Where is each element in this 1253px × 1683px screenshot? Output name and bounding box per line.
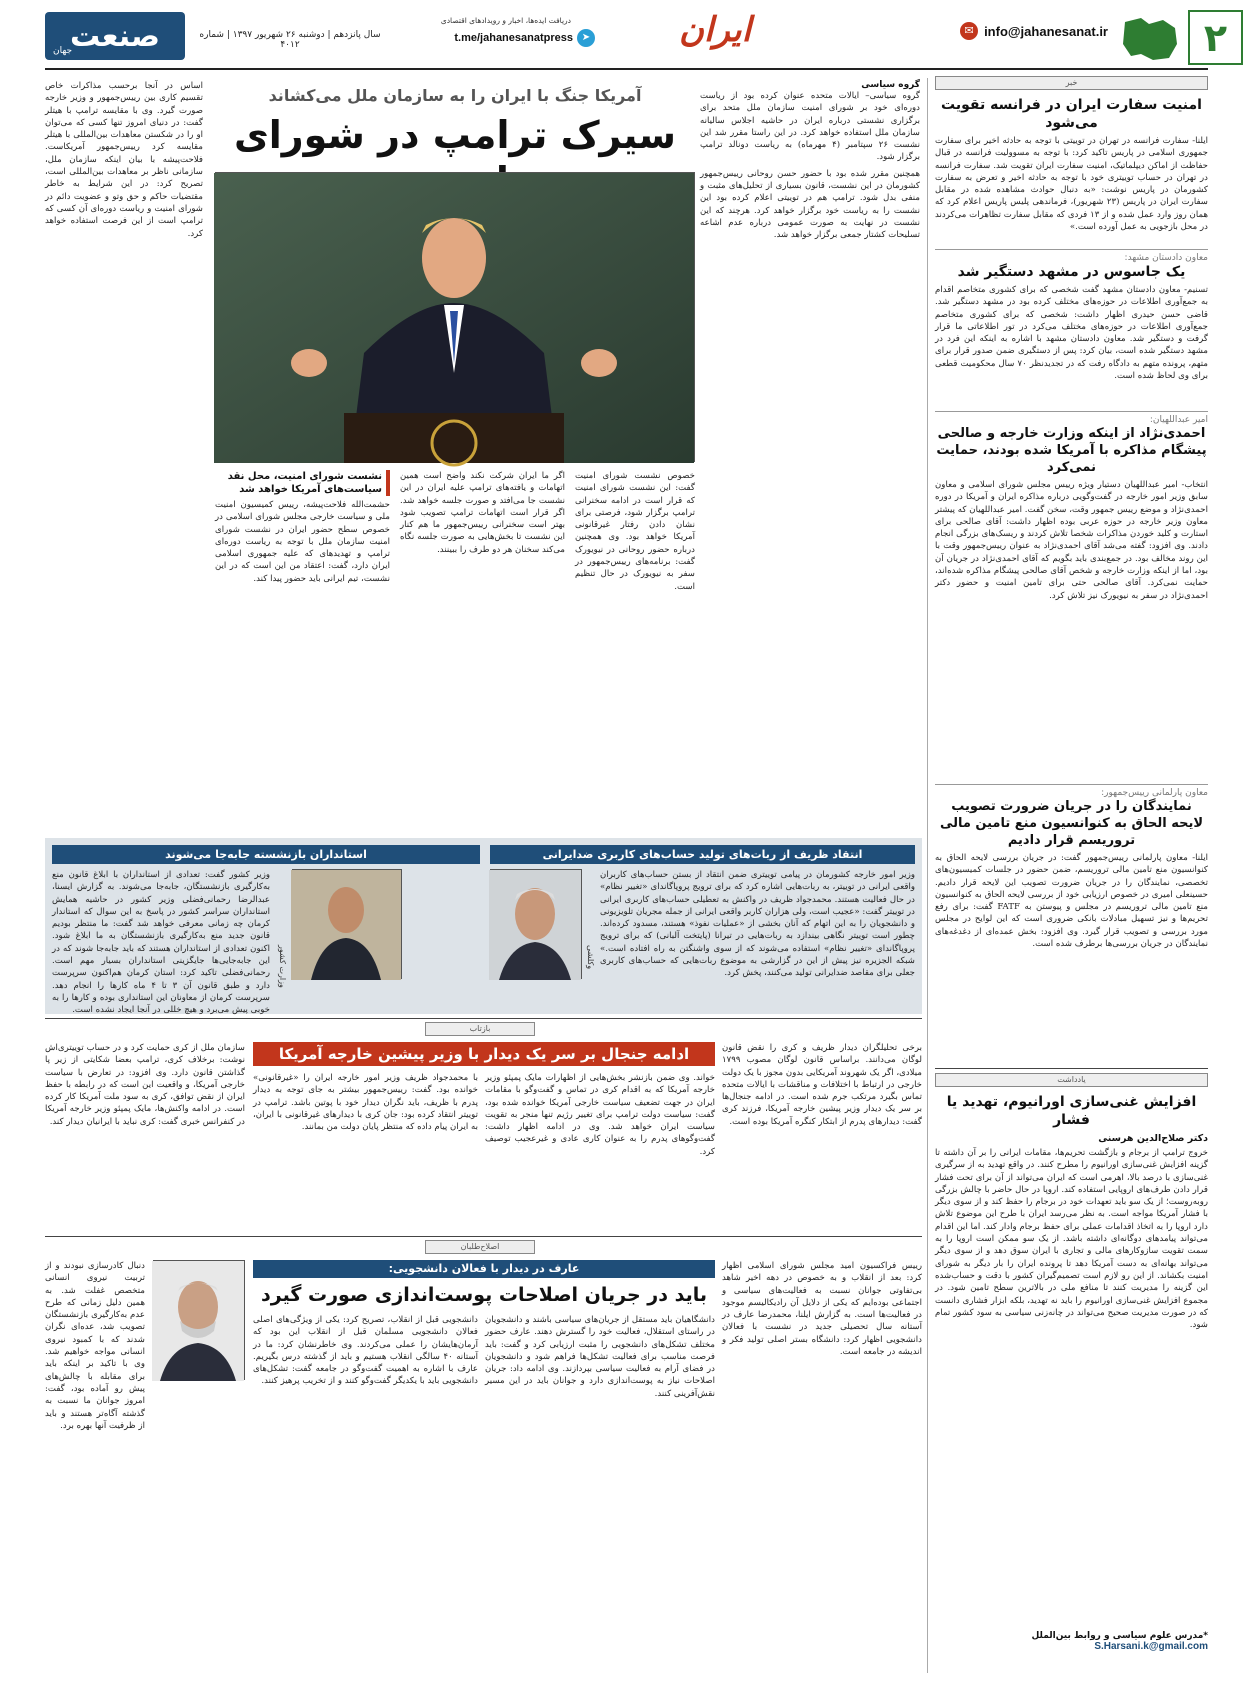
memo-email[interactable]: S.Harsani.k@gmail.com [1094, 1641, 1208, 1652]
sidebar [935, 76, 1208, 1071]
lead-col4-wrap [215, 470, 390, 830]
mail-icon: ✉ [960, 22, 978, 40]
opinion-col3: دانشجویی قبل از انقلاب، تصریح کرد: یکی از ویژگی‌های اصلی فعالان دانشجویی مسلمان قبل از انقلاب این بود که آرمان‌هایشان را عملی می‌کردند. وی خاطرنشان کرد: ما در آستانه ۴۰ سالگی انقلاب هستیم و باید از گذشته درس بگیریم. عارف با اشاره به اهمیت گفت‌وگو در جامعه گفت: تشکل‌های دانشجویی باید با یکدیگر گفت‌وگو کنند و از تخریب پرهیز کنند. [253, 1315, 478, 1387]
opinion-col1: رییس فراکسیون امید مجلس شورای اسلامی اظهار کرد: بعد از انقلاب و به خصوص در دهه اخیر شاهد بی‌تفاوتی جوانان نسبت به فعالیت‌های سیاسی و اجتماعی بوده‌ایم که یکی از دلایل آن رادیکالیسم موجود در فعالیت‌ها است. به گزارش ایلنا، محمدرضا عارف در آستانه سال تحصیلی جدید در نشست با فعالان دانشجویی اظهار کرد: دانشگاه بستر اصلی تولید فکر و اندیشه در جامعه است. [722, 1261, 922, 1358]
baztab-headline-box [253, 1042, 715, 1066]
lead-col4: حشمت‌الله فلاحت‌پیشه، رییس کمیسیون امنیت ملی و سیاست خارجی مجلس شورای اسلامی در خصوص سطح حضور ایران در نشست شورای امنیت سازمان ملل با توجه به ریاست دوره‌ای ترامپ و تهدیدهای که علیه جمهوری اسلامی ایران دارد، گفت: اعتقاد من این است که در این نشست، تیم ایرانی باید حضور پیدا کند. [215, 500, 390, 584]
memo-body: خروج ترامپ از برجام و بازگشت تحریم‌ها، مقامات ایرانی را بر آن داشته تا گزینه افزایش غنی‌سازی اورانیوم را مطرح کنند. در واقع تهدید به از سرگیری غنی‌سازی با درصد بالا، اهرمی است که ایران می‌تواند از آن برای تحت فشار قرار دادن طرف‌های اروپایی استفاده کند. اروپا در حال حاضر با چالش بزرگی روبه‌روست؛ از یک سو باید تعهدات خود در برجام را حفظ کند و از سوی دیگر با فشار آمریکا مواجه است. به نظر می‌رسد ایران با طرح این موضوع تلاش دارد اروپا را به اتخاذ اقدامات عملی برای حفظ برجام وادار کند. اما این اقدام می‌تواند پیامدهای دوگانه‌ای داشته باشد. از یک سو ممکن است اروپا را به سمت تقویت سازوکارهای مالی و تجاری با ایران سوق دهد و از سوی دیگر می‌تواند بهانه‌ای به دست آمریکا دهد تا پرونده ایران را بار دیگر به شورای امنیت بکشاند. از این رو لازم است تصمیم‌گیران کشور با دقت و حساب‌شده این گزینه را مدیریت کنند تا منافع ملی در بالاترین سطح تامین شود. در مجموع افزایش غنی‌سازی اورانیوم را باید نه تهدید، بلکه ابزار فشاری دانست که در صورت مدیریت صحیح می‌تواند در چانه‌زنی سیاسی به سود کشور تمام شود. [935, 1148, 1208, 1331]
lead-group-label: گروه سیاسی [861, 80, 920, 90]
baztab-col3: با محمدجواد ظریف وزیر امور خارجه ایران را «غیرقانونی» خوانده بود. گفت: رییس‌جمهور بیشتر به جای توجه به دیدار پدرم با ظریف، باید نگران دیدار خود با پوتین باشد. ترامپ در توییتر انتقاد کرده بود: جان کری با دیدارهای غیرقانونی با ایران، به ایران پیام داده که منتظر پایان دولت من بمانند. [253, 1073, 478, 1133]
sidebar-item-headline: احمدی‌نژاد از اینکه وزارت خارجه و صالحی پیشگام مذاکره با آمریکا شده بودند، حمایت نمی‌کرد [936, 426, 1207, 475]
sidebar-item-kicker: امیر عبداللهیان: [1149, 415, 1208, 425]
masthead-rule [45, 68, 1208, 70]
paper-logo [45, 12, 185, 60]
memo-footer: *مدرس علوم سیاسی و روابط بین‌الملل [1031, 1631, 1208, 1641]
opinion-col4: دنبال کادرسازی نبودند و از تربیت نیروی انسانی متخصص غفلت شد. به همین دلیل زمانی که طرح عدم به‌کارگیری بازنشستگان تصویب شد، عده‌ای نگران شدند که با کمبود نیروی انسانی مواجه خواهیم شد. وی با تاکید بر اینکه باید برای مقابله با چالش‌های پیش رو آماده بود، گفت: امروز جوانان ما نسبت به گذشته آگاه‌تر هستند و باید از ظرفیت آنها بهره برد. [45, 1261, 145, 1431]
page-number: ۲ [1203, 15, 1228, 60]
paper-name: صنعت [70, 18, 160, 54]
sidebar-item [935, 249, 1208, 382]
lead-intro-col [700, 80, 920, 830]
iran-map-icon [1119, 14, 1181, 64]
zarif-side-tag: وکلشی [586, 945, 595, 970]
sidebar-item [935, 784, 1208, 950]
sidebar-item-body: ایلنا- سفارت فرانسه در تهران در توییتی با توجه به حادثه اخیر برای سفارت جمهوری اسلامی در پاریس تاکید کرد: با توجه به مسوولیت فرانسه در قبال حفاظت از اماکن دیپلماتیک، امنیت سفارت ایران تقویت شد. سفارت فرانسه در تهران در حساب توییتری خود با توجه به حادثه اخیر و تعرض به سفارت کشورمان در پاریس نوشت: «به دنبال حوادث مشاهده شده در مقابل سفارت ایران در پاریس (۲۳ شهریور)، فرماندهی پلیس پاریس اعلام کرد که همان روز وارد عمل شده و از ۱۳ فردی که مقابل سفارت تظاهرات می‌کردند در محل بازجویی به عمل آورده است.» [935, 136, 1208, 233]
email-address[interactable]: info@jahanesanat.ir [984, 23, 1108, 39]
memo-label: یادداشت [935, 1073, 1208, 1087]
lead-photo [215, 172, 695, 462]
lead-headline: سیرک ترامپ در شورای [233, 113, 677, 157]
memo-author: دکتر صلاح‌الدین هرسنی [1098, 1133, 1208, 1144]
governors-box-title: استانداران بازنشسته جابه‌جا می‌شوند [52, 845, 480, 864]
sidebar-label-news: خبر [935, 76, 1208, 90]
paper-sub: جهان [53, 46, 73, 56]
telegram-block [395, 16, 595, 56]
baztab-section [45, 1022, 922, 1232]
sidebar-item [935, 96, 1208, 233]
telegram-label: دریافت ایده‌ها، اخبار و رویدادهای اقتصادی [440, 16, 571, 25]
lead-intro: گروه سیاسی– ایالات متحده عنوان کرده بود از ریاست دوره‌ای خود بر شورای امنیت سازمان ملل متحد برای برگزاری نشستی درباره ایران در حاشیه اجلاس سالیانه سازمان ملل استفاده خواهد کرد. در این راستا مقرر شد این نشست ۲۶ سپتامبر (۴ مهرماه) به ریاست دونالد ترامپ برگزار شود. [700, 91, 920, 163]
baztab-col1: برخی تحلیلگران دیدار ظریف و کری را نقض قانون لوگان می‌دانند. براساس قانون لوگان مصوب ۱۷۹۹ میلادی، اگر یک شهروند آمریکایی بدون مجوز با یک دولت خارجی در ارتباط با اختلافات و مناقشات با ایالات متحده تماس بگیرد مرتکب جرم شده است. در ادامه جنجال‌ها بر سر یک دیدار وزیر پیشین خارجه آمریکا، فرزند کری گفت: دیدارهای پدرم از ابتکار کنگره آمریکا بوده است. [722, 1043, 922, 1127]
lead-col5: اساس در آنجا برحسب مذاکرات خاص تقسیم کاری بین رییس‌جمهور و وزیر خارجه صورت گیرد. وی با مقایسه ترامپ با هیتلر گفت: در دنیای امروز تنها کسی که می‌توان او را در شکستن معاهدات بین‌المللی با هیتلر مقایسه کرد رییس‌جمهور آمریکاست. فلاحت‌پیشه با بیان اینکه سازمان ملل، سازمانی ناظر بر معاهدات بین‌المللی است، تصریح کرد: در این شرایط به خاطر مقتضیات حاکم و حق وتو و عضویت دائم در شورای امنیت و ریاست دوره‌ای آن کسی که ترامپ است از این فرصت استفاده خواهد کرد. [45, 81, 203, 239]
zarif-photo [490, 869, 582, 979]
opinion-section [45, 1240, 922, 1680]
memo-column [935, 1073, 1208, 1673]
divider-rule [45, 1236, 922, 1237]
zarif-body: وزیر امور خارجه کشورمان در پیامی توییتری ضمن انتقاد از بستن حساب‌های کاربران واقعی ایرانی در توییتر، به ربات‌هایی اشاره کرد که برای ترویج پروپاگاندای «تغییر نظام» در حال فعالیت هستند. محمدجواد ظریف در واکنش به تعطیلی حساب‌های کاربری ایرانی در توییتر گفت: «عجیب است، ولی هزاران کاربر واقعی ایرانی از جمله مجریان تلویزیونی و دانشجویان را به این اتهام که آنان بخشی از «عملیات نفوذ» هستند، مسدود کرده‌اند. چطور است توییتر نگاهی بیندازد به ربات‌هایی در تیرانا (پایتخت آلبانی) که برای ترویج پروپاگاندای «تغییر نظام» استفاده می‌شوند که از سوی واشنگتن به راه افتاده است.» شبکه الجزیره نیز پیش از این در گزارشی به موضوع ربات‌هایی که حساب‌های کاربری جعلی برای مقاصد ضدایرانی تولید می‌کنند، پخش کرد. [600, 870, 915, 979]
minister-photo [292, 869, 402, 979]
sidebar-item-kicker: معاون دادستان مشهد: [1124, 253, 1208, 263]
divider-rule [45, 1018, 922, 1019]
sidebar-item-headline: امنیت سفارت ایران در فرانسه تقویت می‌شود [941, 97, 1202, 131]
lead-col2: خصوص نشست شورای امنیت گفت: این نشست شورای امنیت که قرار است در ادامه سخنرانی ترامپ برگزار شود، فرصتی برای نشان دادن رفتار غیرقانونی آمریکا خواهد بود. وی همچنین درباره حضور روحانی در نیویورک گفت: برنامه‌های رییس‌جمهور در سفر به نیویورک در حال تنظیم است. [575, 471, 695, 592]
governors-box [52, 845, 480, 1016]
baztab-headline: ادامه جنجال بر سر یک دیدار با وزیر پیشین خارجه آمریکا [278, 1045, 690, 1063]
divider-rule [935, 1068, 1208, 1069]
section-name: ایران [678, 10, 752, 50]
governors-body-2 [407, 869, 480, 1005]
sidebar-item-kicker: معاون پارلمانی رییس‌جمهور: [1101, 788, 1208, 798]
opinion-kicker: عارف در دیدار با فعالان دانشجویی: [388, 1262, 580, 1275]
memo-headline: افزایش غنی‌سازی اورانیوم، تهدید یا فشار [946, 1094, 1197, 1128]
lead-col4-head: نشست شورای امنیت، محل نقد سیاست‌های آمریکا خواهد شد [215, 470, 390, 496]
zarif-box-title: انتقاد ظریف از ربات‌های تولید حساب‌های کاربری ضدایرانی [490, 845, 915, 864]
telegram-icon: ➤ [577, 29, 595, 47]
sidebar-item [935, 411, 1208, 602]
sidebar-item-headline: نمایندگان را در جریان ضرورت تصویب لایحه الحاق به کنوانسیون منع تامین مالی تروریسم قرار دادیم [939, 799, 1204, 848]
opinion-headline: باید در جریان اصلاحات پوست‌اندازی صورت گیرد [261, 1284, 707, 1306]
masthead [0, 0, 1253, 72]
lead-col1: همچنین مقرر شده بود با حضور حسن روحانی رییس‌جمهور کشورمان در این نشست، قانون بسیاری از تحلیل‌های مثبت و منفی بدل شود. ترامپ هم در توییتی اعلام کرده بود این نشست را به ریاست خود برگزار خواهد کرد. هرچند که این نشست در نهایت به صورت عمومی درباره عدم اشاعه تسلیحات کشتار جمعی برگزار خواهد شد. [700, 168, 920, 241]
zarif-box [490, 845, 915, 1007]
baztab-col2: خواند. وی ضمن بازنشر بخش‌هایی از اظهارات مایک پمپئو وزیر خارجه آمریکا که به اقدام کری در تماس و گفت‌وگو با مقامات ایران در جهت تضعیف سیاست خارجی آمریکا خوانده شده بود، گفت: سیاست دولت ترامپ برای تغییر رژیم تنها منجر به تقویت سیاست ایران خواهد شد. وی در ادامه اظهار داشت: گفت‌وگوهای پدرم را به عنوان کاری عادی و غیرعجیب توصیف کرد. [485, 1073, 715, 1157]
opinion-kicker-box [253, 1260, 715, 1278]
aref-photo [153, 1260, 245, 1380]
governors-side-tag: وزارت کشور [278, 945, 287, 988]
email-block [960, 22, 1108, 40]
baztab-col4: سازمان ملل از کری حمایت کرد و در حساب توییتری‌اش نوشت: برخلاف کری، ترامپ بعضا شکایتی از زیر پا گذاشتن قانون دارد. وی افزود: در تعارض با سیاست خارجی آمریکا، و واقعیت این است که در رابطه با حفظ ایران از نقض توافق، کری به سود ملت آمریکا کار کرده است. در ادامه واکنش‌ها، مایک پمپئو وزیر خارجه آمریکا در کنفرانس خبری گفت: کری نباید با ایرانیان دیدار کند. [45, 1043, 245, 1127]
sidebar-item-body: تسنیم- معاون دادستان مشهد گفت شخصی که برای کشوری متخاصم اقدام به جمع‌آوری اطلاعات در حوزه‌های مختلف کرده بود در مشهد دستگیر شد. قاضی حسن حیدری اظهار داشت: شخصی که برای کشوری متخاصم جمع‌آوری اطلاعات در حوزه‌های مختلف می‌کرد در تور اطلاعاتی ما قرار گرفت و دستگیر شد. معاون دادستان مشهد با اشاره به اینکه این فرد در مشهد دستگیر شده است، بیان کرد: پس از دستگیری ضمن صدور قرار برای متهم، پرونده متهم به دادگاه رفت که در تجدیدنظر ۷۰ سال محکومیت قطعی برای وی لحاظ شده است. [935, 285, 1208, 382]
opinion-col2: دانشگاهیان باید مستقل از جریان‌های سیاسی باشند و دانشجویان در راستای استقلال، فعالیت خود را گسترش دهند. عارف حضور مختلف تشکل‌های دانشجویی را مثبت ارزیابی کرد و گفت: باید فرصت مناسب برای فعالیت تشکل‌ها فراهم شود و دانشجویان در فضای آرام به فعالیت سیاسی بپردازند. وی ادامه داد: جریان اصلاحات نیاز به پوست‌اندازی دارد و جوانان باید در این مسیر نقش‌آفرینی کنند. [485, 1315, 715, 1399]
issue-info: سال پانزدهم | دوشنبه ۲۶ شهریور ۱۳۹۷ | شماره ۴۰۱۲ [199, 30, 381, 50]
opinion-label: اصلاح‌طلبان [425, 1240, 535, 1254]
telegram-url[interactable]: t.me/jahanesanatpress [454, 32, 573, 44]
column-divider [927, 78, 928, 1673]
page-number-block [1188, 10, 1243, 65]
sidebar-item-body: انتخاب- امیر عبداللهیان دستیار ویژه رییس مجلس شورای اسلامی و معاون سابق وزیر امور خارجه در گفت‌وگویی درباره مذاکره ایران و آمریکا در دوره احمدی‌نژاد و موضع رییس جمهور وقت، سخن گفت. امیر عبداللهیان که پیشتر معاون وزیر خارجه در حوزه عربی بوده اظهار داشت: آقای صالحی برای استارت و کلید خوردن مذاکرات شخصا تلاش کردند و ریسک‌های بزرگی انجام دادند. وی افزود: گفته می‌شد آقای احمدی‌نژاد به عنوان رییس‌جمهور وقت با این روند مخالف بود. در جمع‌بندی باید بگویم که آقای احمدی‌نژاد در جریان آن بود، اما از اینکه وزارت خارجه و شخص آقای صالحی پیشگام مذاکره شده‌اند، حمایت نمی‌کرد. آقای صالحی حتی برای تامین امنیت و حضور دکتر احمدی‌نژاد در سفر به نیویورک نیز تلاش کرد. [935, 480, 1208, 601]
lead-kicker: آمریکا جنگ با ایران را به سازمان ملل می‌کشاند [268, 86, 642, 105]
baztab-label: بازتاب [425, 1022, 535, 1036]
sidebar-item-headline: یک جاسوس در مشهد دستگیر شد [957, 264, 1186, 280]
governors-body: وزیر کشور گفت: تعدادی از استانداران با ابلاغ قانون منع به‌کارگیری بازنشستگان، جابه‌جا می‌شوند. به گزارش ایسنا، عبدالرضا رحمانی‌فضلی وزیر کشور در حاشیه همایش استانداران سراسر کشور در پاسخ به این سوال که استاندار کرمان چه زمانی معرفی خواهد شد گفت: ما منتظر بودیم قانون جدید منع به‌کارگیری بازنشستگان به ما ابلاغ شود. اکنون تعدادی از استانداران هستند که باید جابه‌جا شوند که در این جابه‌جایی‌ها جایگزینی استانداران بسیار مهم است. رحمانی‌فضلی تاکید کرد: استان کرمان هم‌اکنون سرپرست دارد و طبق قانون آن ۳ تا ۴ ماه کارها را انجام دهد. سرپرست کرمان از معاونان این استانداری بوده و کارها را به خوبی پیش می‌برد و هیچ خللی در آنجا ایجاد نشده است. [52, 870, 270, 1016]
lead-col3: اگر ما ایران شرکت نکند واضح است همین اتهامات و یافته‌های ترامپ علیه ایران در این نشست جا می‌افتد و صورت جلسه خواهد شد. اگر قرار است اتهامات ترامپ تصویب شود بهتر است سخنرانی رییس‌جمهور ما هم کنار این نشست تا بخش‌هایی به صورت جلسه نگاه می‌کند سخنان هر دو طرف را ببینند. [400, 471, 565, 555]
sidebar-item-body: ایلنا- معاون پارلمانی رییس‌جمهور گفت: در جریان بررسی لایحه الحاق به کنوانسیون منع تامین مالی تروریسم، ضمن حضور در جلسات کمیسیون‌های تخصصی، نمایندگان را در جریان ضرورت تصویب این لایحه قرار دادیم. حسینعلی امیری در خصوص ارزیابی خود از بررسی لایحه الحاق به کنوانسیون منع تامین مالی تروریسم در مجلس و پیوستن به FATF گفت: برای رفع تحریم‌ها و نیز تسهیل مبادلات بانکی ضروری است که این لوایح در مجلس مورد بررسی و تصویب قرار گیرد. وی افزود: بخش عمده‌ای از دغدغه‌های نمایندگان در جریان بررسی‌ها برطرف شده است. [935, 853, 1208, 950]
